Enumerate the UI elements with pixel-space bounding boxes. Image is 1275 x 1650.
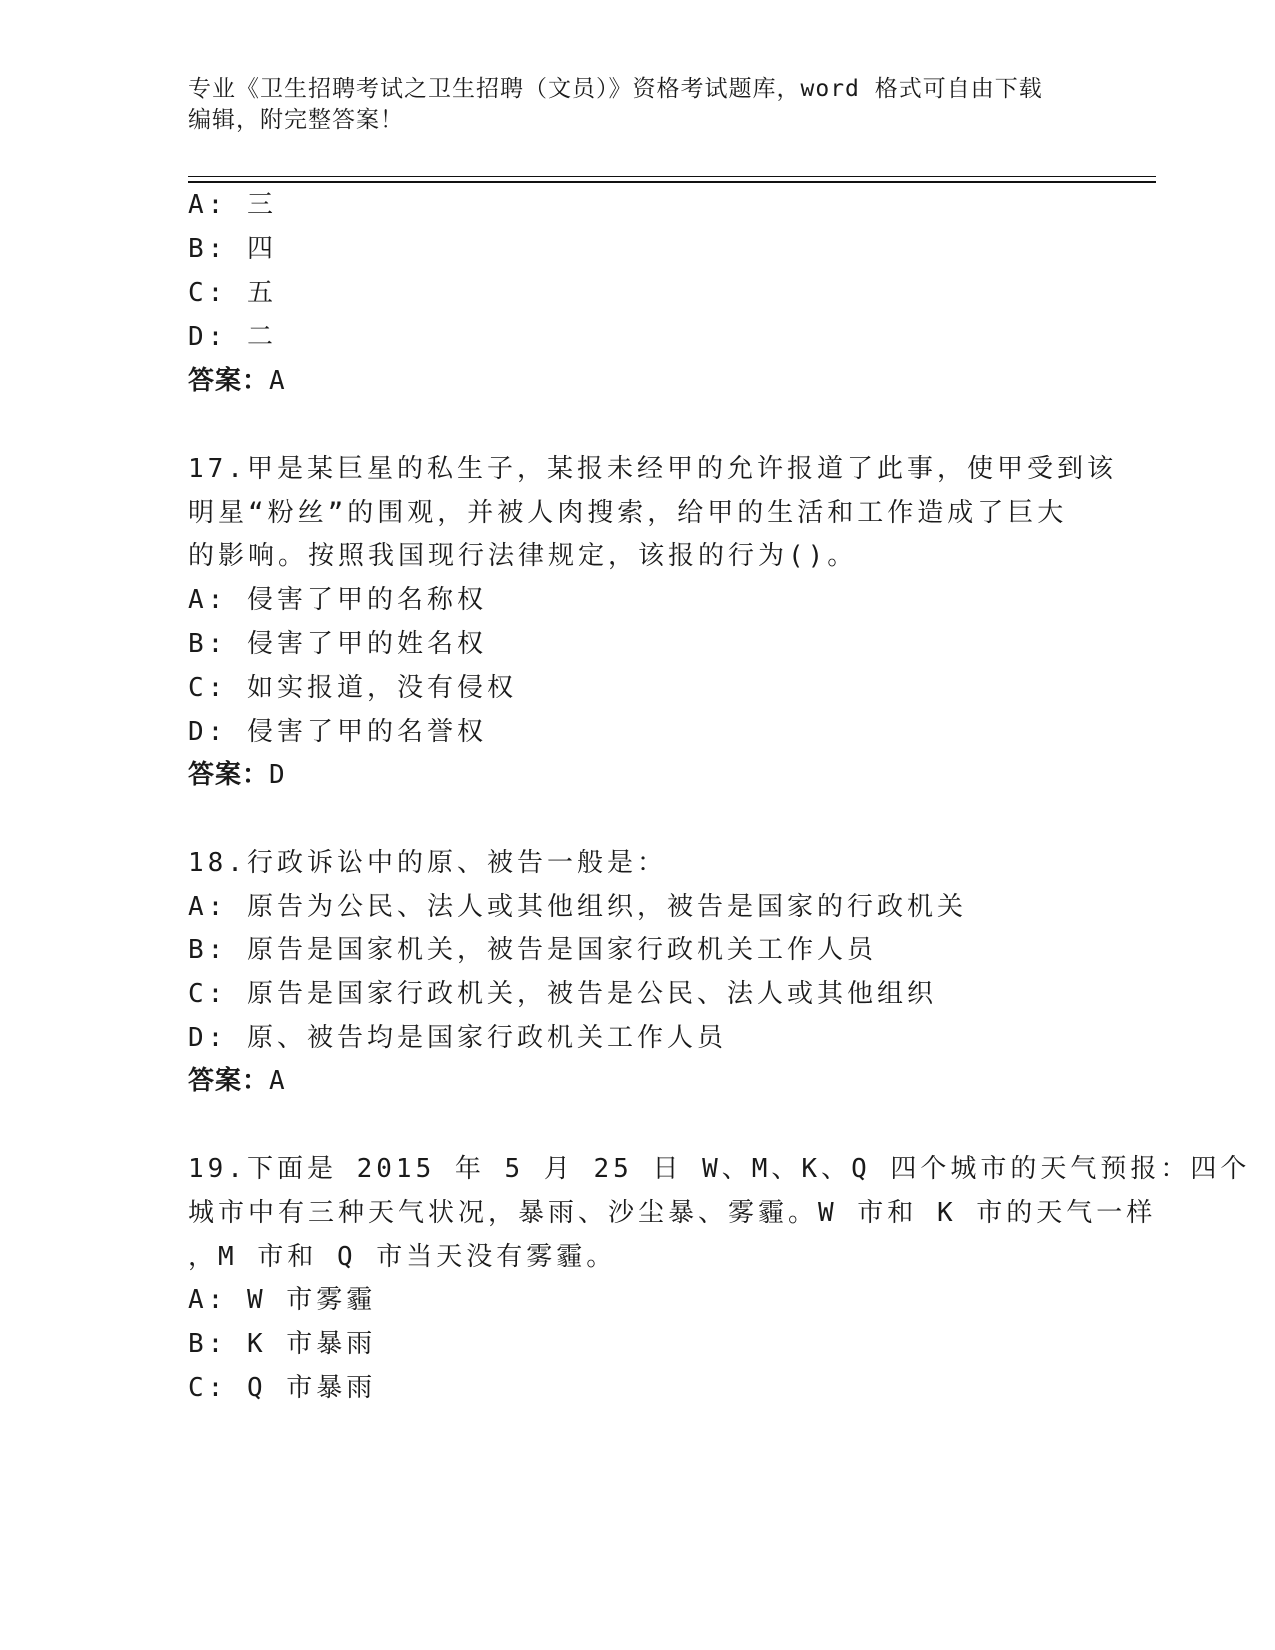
- option-key: C:: [188, 673, 228, 703]
- option-text: W 市雾霾: [246, 1285, 377, 1315]
- answer-value: D: [269, 760, 286, 790]
- option-text: K 市暴雨: [246, 1329, 377, 1359]
- answer-label: 答案：: [188, 760, 270, 790]
- option-key: B:: [188, 1329, 228, 1359]
- option-text: 原告是国家机关，被告是国家行政机关工作人员: [246, 935, 877, 965]
- q19-option-c: [188, 1371, 376, 1405]
- header-divider-thick: [188, 181, 1156, 183]
- q19-option-b: [188, 1327, 376, 1361]
- prev-answer: [188, 364, 286, 398]
- header-divider-thin: [188, 176, 1156, 177]
- q17-stem-line-1: 17.甲是某巨星的私生子，某报未经甲的允许报道了此事，使甲受到该: [188, 454, 1117, 484]
- q19-stem-line-1: 19.下面是 2015 年 5 月 25 日 W、M、K、Q 四个城市的天气预报：四个: [188, 1154, 1251, 1184]
- q19-stem-line-3: ，M 市和 Q 市当天没有雾霾。: [188, 1242, 617, 1272]
- option-key: B:: [188, 935, 228, 965]
- q18-stem-line-1: 18.行政诉讼中的原、被告一般是：: [188, 848, 667, 878]
- answer-label: 答案：: [188, 1066, 270, 1096]
- option-key: A:: [188, 1285, 228, 1315]
- q18-answer: [188, 1064, 286, 1098]
- option-key: D:: [188, 322, 228, 352]
- prev-option-c: [188, 276, 277, 310]
- q18-option-d: [188, 1021, 727, 1055]
- option-key: D:: [188, 717, 228, 747]
- q19-option-a: [188, 1283, 376, 1317]
- option-text: 侵害了甲的名誉权: [246, 717, 487, 747]
- option-key: B:: [188, 234, 228, 264]
- prev-option-a: [188, 188, 277, 222]
- prev-option-b: [188, 232, 277, 266]
- q17-answer: [188, 758, 286, 792]
- option-text: 原、被告均是国家行政机关工作人员: [246, 1023, 727, 1053]
- option-key: D:: [188, 1023, 228, 1053]
- q18-option-b: [188, 933, 877, 967]
- header-text-line-1: 专业《卫生招聘考试之卫生招聘（文员）》资格考试题库，word 格式可自由下载: [188, 76, 1043, 102]
- option-text: 四: [246, 234, 277, 264]
- prev-option-d: [188, 320, 277, 354]
- option-key: A:: [188, 892, 228, 922]
- q19-stem-line-2: 城市中有三种天气状况，暴雨、沙尘暴、雾霾。W 市和 K 市的天气一样: [188, 1198, 1157, 1228]
- q17-option-b: [188, 627, 487, 661]
- option-text: 二: [246, 322, 277, 352]
- option-key: A:: [188, 190, 228, 220]
- q18-option-a: [188, 890, 967, 924]
- option-text: Q 市暴雨: [246, 1373, 377, 1403]
- option-text: 如实报道，没有侵权: [246, 673, 517, 703]
- option-text: 三: [246, 190, 277, 220]
- q17-stem-line-3: 的影响。按照我国现行法律规定，该报的行为()。: [188, 541, 858, 571]
- q18-option-c: [188, 977, 937, 1011]
- option-key: C:: [188, 278, 228, 308]
- answer-value: A: [269, 1066, 286, 1096]
- option-key: C:: [188, 979, 228, 1009]
- option-text: 原告为公民、法人或其他组织，被告是国家的行政机关: [246, 892, 967, 922]
- option-text: 五: [246, 278, 277, 308]
- q17-option-d: [188, 715, 487, 749]
- option-key: B:: [188, 629, 228, 659]
- option-key: C:: [188, 1373, 228, 1403]
- header-text-line-2: 编辑，附完整答案！: [188, 107, 404, 133]
- option-text: 侵害了甲的名称权: [246, 585, 487, 615]
- q17-option-a: [188, 583, 487, 617]
- q17-option-c: [188, 671, 517, 705]
- option-text: 侵害了甲的姓名权: [246, 629, 487, 659]
- q17-stem-line-2: 明星“粉丝”的围观，并被人肉搜索，给甲的生活和工作造成了巨大: [188, 498, 1068, 528]
- option-text: 原告是国家行政机关，被告是公民、法人或其他组织: [246, 979, 937, 1009]
- answer-value: A: [269, 366, 286, 396]
- answer-label: 答案：: [188, 366, 270, 396]
- option-key: A:: [188, 585, 228, 615]
- document-header: [188, 74, 1078, 136]
